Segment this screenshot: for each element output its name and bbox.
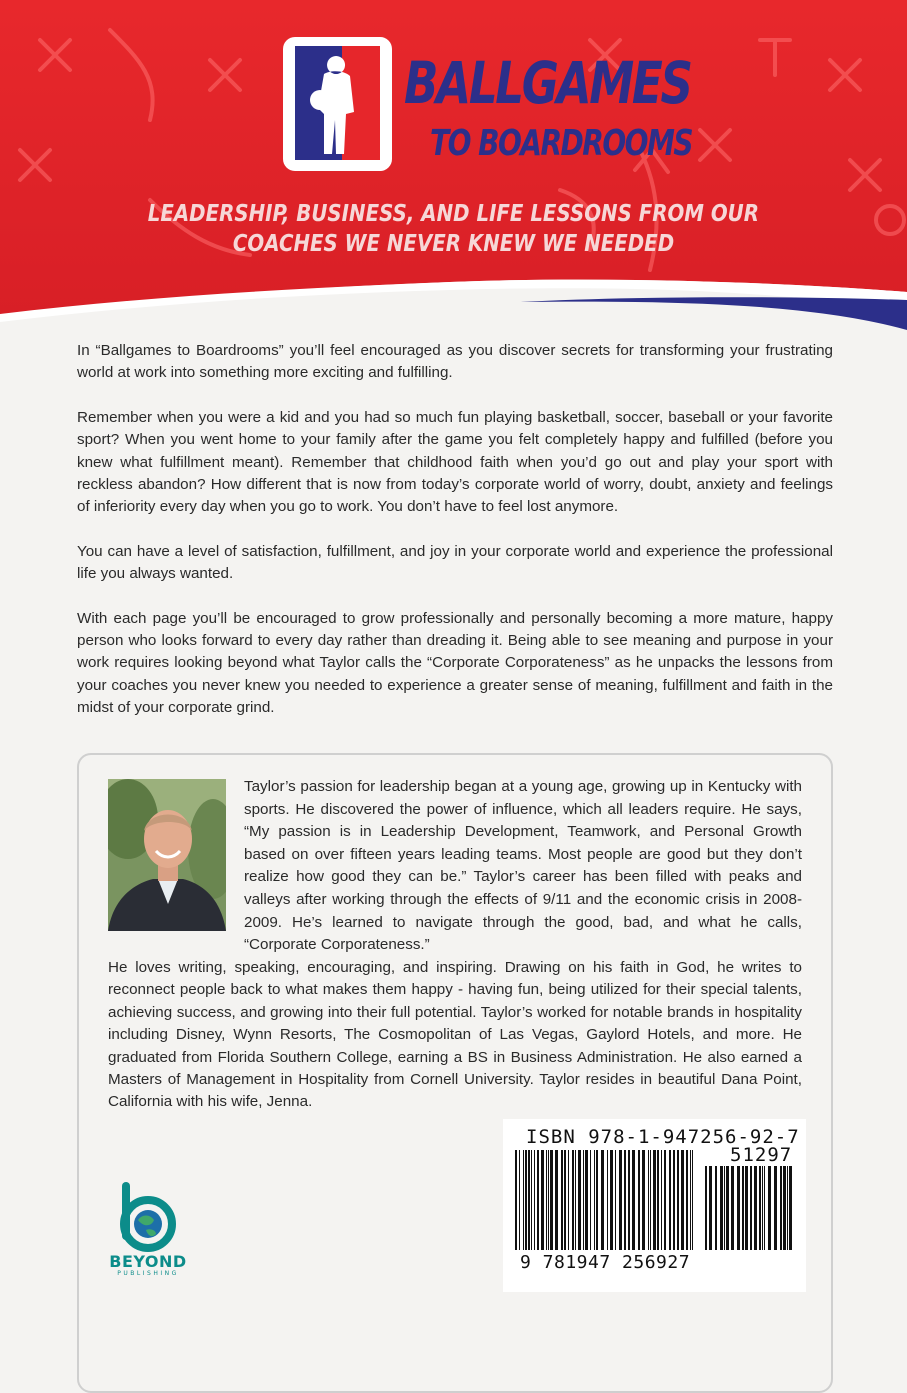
publisher-name: BEYOND bbox=[109, 1252, 187, 1271]
barcode-bar bbox=[737, 1166, 740, 1250]
barcode-bar bbox=[568, 1150, 569, 1250]
barcode-bar bbox=[534, 1150, 535, 1250]
barcode-bar bbox=[546, 1150, 547, 1250]
tagline-line-1: LEADERSHIP, BUSINESS, AND LIFE LESSONS FROM OUR bbox=[147, 201, 760, 227]
barcode-bar bbox=[624, 1150, 626, 1250]
price-code: 51297 bbox=[730, 1144, 793, 1166]
barcode-bar bbox=[677, 1150, 679, 1250]
barcode-bar bbox=[745, 1166, 748, 1250]
barcode-bar bbox=[705, 1166, 707, 1250]
barcode-bar bbox=[561, 1150, 563, 1250]
barcode-bar bbox=[657, 1150, 659, 1250]
barcode-bar bbox=[686, 1150, 688, 1250]
barcode-bar bbox=[578, 1150, 581, 1250]
barcode-bar bbox=[564, 1150, 566, 1250]
barcode-bar bbox=[789, 1166, 792, 1250]
ean-barcode bbox=[515, 1150, 695, 1250]
publisher-subtitle: PUBLISHING bbox=[117, 1270, 179, 1277]
cover-header bbox=[0, 0, 907, 340]
barcode-bar bbox=[690, 1150, 691, 1250]
addon-barcode bbox=[705, 1166, 795, 1250]
barcode-bar bbox=[673, 1150, 675, 1250]
barcode-bar bbox=[750, 1166, 752, 1250]
barcode-bar bbox=[787, 1166, 788, 1250]
barcode-bar bbox=[669, 1150, 671, 1250]
barcode-bar bbox=[550, 1150, 553, 1250]
barcode-bar bbox=[585, 1150, 588, 1250]
barcode-bar bbox=[555, 1150, 558, 1250]
barcode-bar bbox=[628, 1150, 630, 1250]
barcode-bar bbox=[715, 1166, 717, 1250]
barcode-bar bbox=[575, 1150, 576, 1250]
barcode-bar bbox=[664, 1150, 666, 1250]
barcode-bar bbox=[537, 1150, 539, 1250]
barcode-bar bbox=[661, 1150, 662, 1250]
barcode-bar bbox=[692, 1150, 693, 1250]
barcode-bar bbox=[615, 1150, 616, 1250]
barcode-bar bbox=[653, 1150, 656, 1250]
barcode-bar bbox=[764, 1166, 765, 1250]
description-paragraph: With each page you’ll be encouraged to grow professionally and personally becoming a more mature, happy person who looks forward to every day rather than dreading it. Being able to see meaning and purpose in your work requires looking beyond what Taylor calls the “Corporate Corporateness” as he unpacks the lessons from your coaches you never knew you needed to experience a greater sense of meaning, fulfillment and faith in the midst of your corporate grind. bbox=[77, 609, 833, 717]
barcode-bar bbox=[619, 1150, 622, 1250]
description-paragraph: In “Ballgames to Boardrooms” you’ll feel encouraged as you discover secrets for transforming your frustrating world at work into something more exciting and fulfilling. bbox=[77, 342, 833, 382]
barcode-bar bbox=[632, 1150, 635, 1250]
barcode-bar bbox=[515, 1150, 517, 1250]
barcode-bar bbox=[519, 1150, 520, 1250]
barcode-bar bbox=[525, 1150, 527, 1250]
tagline-line-2: COACHES WE NEVER KNEW WE NEEDED bbox=[232, 231, 675, 257]
barcode-bar bbox=[754, 1166, 757, 1250]
barcode-bar bbox=[780, 1166, 782, 1250]
author-bio-career: He loves writing, speaking, encouraging, and inspiring. Drawing on his faith in God, he writes to reconnect people back to what makes them happy - having fun, being utilized for their special talents, achieving success, and growing into their full potential. Taylor’s worked for notable brands in hospitality including Disney, Wynn Resorts, The Cosmopolitan of Las Vegas, Gaylord Hotels, and more. He graduated from Florida Southern College, earning a BS in Business Administration. He also earned a Masters of Management in Hospitality from Cornell University. Taylor resides in beautiful Dana Point, California with his wife, Jenna. bbox=[108, 959, 802, 1111]
ballgames-logo-badge bbox=[280, 34, 395, 174]
barcode-bar bbox=[572, 1150, 574, 1250]
barcode-bar bbox=[596, 1150, 598, 1250]
book-subtitle: TO BOARDROOMS bbox=[430, 123, 692, 164]
barcode-bar bbox=[774, 1166, 777, 1250]
barcode-bar bbox=[726, 1166, 729, 1250]
barcode-bar bbox=[531, 1150, 532, 1250]
barcode-bar bbox=[610, 1150, 613, 1250]
description-paragraph: Remember when you were a kid and you had so much fun playing basketball, soccer, baseball or your favorite sport? When you went home to your family after the game you felt completely happy and fulfilled (before you knew what fulfillment meant). Remember that childhood faith when you’d go out and play your sport with reckless abandon? How different that is now from today’s corporate world of worry, doubt, anxiety and feelings of inferiority every day when you go to work. You don’t have to feel lost anymore. bbox=[77, 408, 833, 516]
barcode-bar bbox=[583, 1150, 584, 1250]
barcode-bar bbox=[548, 1150, 549, 1250]
barcode-bar bbox=[642, 1150, 645, 1250]
barcode-bar bbox=[720, 1166, 723, 1250]
author-photo bbox=[108, 779, 226, 931]
barcode-bar bbox=[742, 1166, 744, 1250]
author-bio-intro: Taylor’s passion for leadership began at a young age, growing up in Kentucky with sports. He discovered the power of influence, which all leaders require. He says, “My passion is in Leadership Development, Teamwork, and Personal Growth based on over fifteen years leading teams. Most people are good but they don’t realize how good they can be.” Taylor’s career has been filled with peaks and valleys after working through the effects of 9/11 and the economic crisis in 2008-2009. He’s learned to navigate through the good, bad, and what he calls, “Corporate Corporateness.” bbox=[244, 778, 802, 954]
barcode-bar bbox=[783, 1166, 786, 1250]
barcode-bar bbox=[681, 1150, 684, 1250]
barcode-bar bbox=[762, 1166, 763, 1250]
barcode-bar bbox=[759, 1166, 761, 1250]
barcode-bar bbox=[528, 1150, 530, 1250]
barcode-bar bbox=[541, 1150, 544, 1250]
barcode-bar bbox=[648, 1150, 649, 1250]
barcode-bar bbox=[731, 1166, 734, 1250]
barcode-bar bbox=[638, 1150, 640, 1250]
barcode-bar bbox=[724, 1166, 725, 1250]
barcode-bar bbox=[607, 1150, 608, 1250]
book-description bbox=[77, 340, 833, 742]
barcode-bar bbox=[594, 1150, 595, 1250]
barcode-bar bbox=[709, 1166, 712, 1250]
barcode-bar bbox=[601, 1150, 604, 1250]
description-paragraph: You can have a level of satisfaction, fulfillment, and joy in your corporate world and experience the professional life you always wanted. bbox=[77, 542, 833, 583]
book-title: BALLGAMES bbox=[404, 49, 691, 117]
barcode-bar bbox=[590, 1150, 591, 1250]
barcode-bar bbox=[523, 1150, 524, 1250]
barcode-bar bbox=[768, 1166, 771, 1250]
ean-digits: 9 781947 256927 bbox=[520, 1252, 691, 1273]
barcode-bar bbox=[650, 1150, 651, 1250]
isbn-label: ISBN 978-1-947256-92-7 bbox=[526, 1126, 800, 1148]
